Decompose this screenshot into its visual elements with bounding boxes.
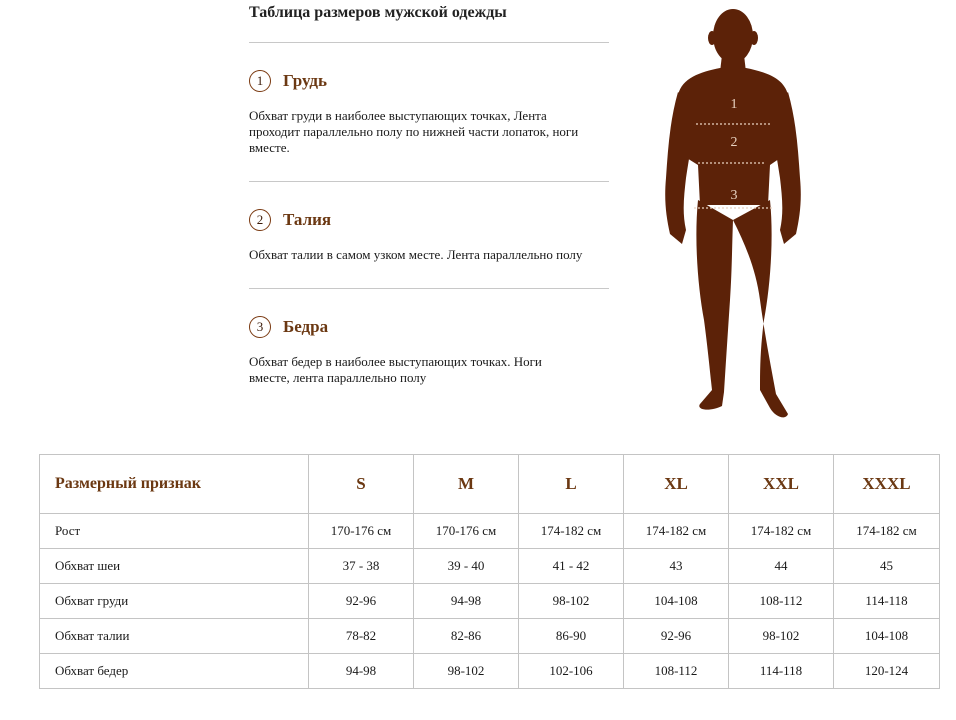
table-cell: 108-112 (729, 584, 834, 619)
table-cell: 82-86 (414, 619, 519, 654)
table-cell: 174-182 см (624, 514, 729, 549)
divider (249, 181, 609, 182)
divider (249, 42, 609, 43)
figure-label-1: 1 (730, 97, 738, 112)
text-line: проходит параллельно полу по нижней части лопаток, ноги (249, 124, 579, 139)
page-title: Таблица размеров мужской одежды (249, 4, 507, 21)
table-cell: 39 - 40 (414, 549, 519, 584)
number-badge-2: 2 (249, 209, 271, 231)
table-cell: 108-112 (624, 654, 729, 689)
table-cell: 37 - 38 (309, 549, 414, 584)
body-measurement-figure (660, 0, 810, 428)
table-row (40, 619, 940, 654)
table-cell: 102-106 (519, 654, 624, 689)
table-cell: 41 - 42 (519, 549, 624, 584)
text-line: вместе, лента параллельно полу (249, 370, 427, 385)
table-row (40, 654, 940, 689)
body-silhouette (665, 9, 801, 417)
section-title-waist: Талия (283, 210, 332, 229)
table-cell: 44 (729, 549, 834, 584)
divider (249, 288, 609, 289)
table-cell: 114-118 (729, 654, 834, 689)
table-cell: 174-182 см (519, 514, 624, 549)
size-table (39, 454, 940, 689)
table-row (40, 549, 940, 584)
column-header: Размерный признак (40, 455, 309, 514)
section-hips-header (249, 314, 328, 340)
table-cell: Рост (40, 514, 309, 549)
text-line: Обхват груди в наиболее выступающих точках, Лента (249, 108, 547, 123)
text-line: Обхват талии в самом узком месте. Лента параллельно полу (249, 247, 583, 262)
table-cell: 104-108 (834, 619, 940, 654)
table-cell: 174-182 см (834, 514, 940, 549)
table-cell: 114-118 (834, 584, 940, 619)
table-cell: 78-82 (309, 619, 414, 654)
text-line: вместе. (249, 140, 290, 155)
section-chest-header (249, 68, 327, 94)
table-cell: 104-108 (624, 584, 729, 619)
table-cell: 98-102 (414, 654, 519, 689)
table-cell: Обхват бедер (40, 654, 309, 689)
table-cell: 45 (834, 549, 940, 584)
table-cell: 86-90 (519, 619, 624, 654)
section-waist-header (249, 207, 331, 233)
column-header: L (519, 455, 624, 514)
column-header: M (414, 455, 519, 514)
number-badge-1: 1 (249, 70, 271, 92)
table-cell: 94-98 (414, 584, 519, 619)
table-cell: Обхват груди (40, 584, 309, 619)
table-cell: 174-182 см (729, 514, 834, 549)
table-row (40, 584, 940, 619)
column-header: XL (624, 455, 729, 514)
figure-label-3: 3 (730, 188, 738, 203)
table-row (40, 514, 940, 549)
section-text-chest (249, 108, 614, 156)
text-line: Обхват бедер в наиболее выступающих точках. Ноги (249, 354, 542, 369)
figure-label-2: 2 (730, 135, 738, 150)
table-cell: 98-102 (519, 584, 624, 619)
table-cell: 43 (624, 549, 729, 584)
table-cell: Обхват шеи (40, 549, 309, 584)
table-cell: 170-176 см (414, 514, 519, 549)
table-cell: 92-96 (624, 619, 729, 654)
section-title-hips: Бедра (283, 317, 329, 336)
number-badge-3: 3 (249, 316, 271, 338)
table-cell: 92-96 (309, 584, 414, 619)
table-header-row (40, 455, 940, 514)
section-text-waist (249, 247, 614, 263)
column-header: XXL (729, 455, 834, 514)
section-text-hips (249, 354, 614, 386)
column-header: XXXL (834, 455, 940, 514)
table-cell: 170-176 см (309, 514, 414, 549)
table-cell: 94-98 (309, 654, 414, 689)
column-header: S (309, 455, 414, 514)
table-cell: Обхват талии (40, 619, 309, 654)
section-title-chest: Грудь (283, 71, 327, 90)
table-cell: 120-124 (834, 654, 940, 689)
table-cell: 98-102 (729, 619, 834, 654)
